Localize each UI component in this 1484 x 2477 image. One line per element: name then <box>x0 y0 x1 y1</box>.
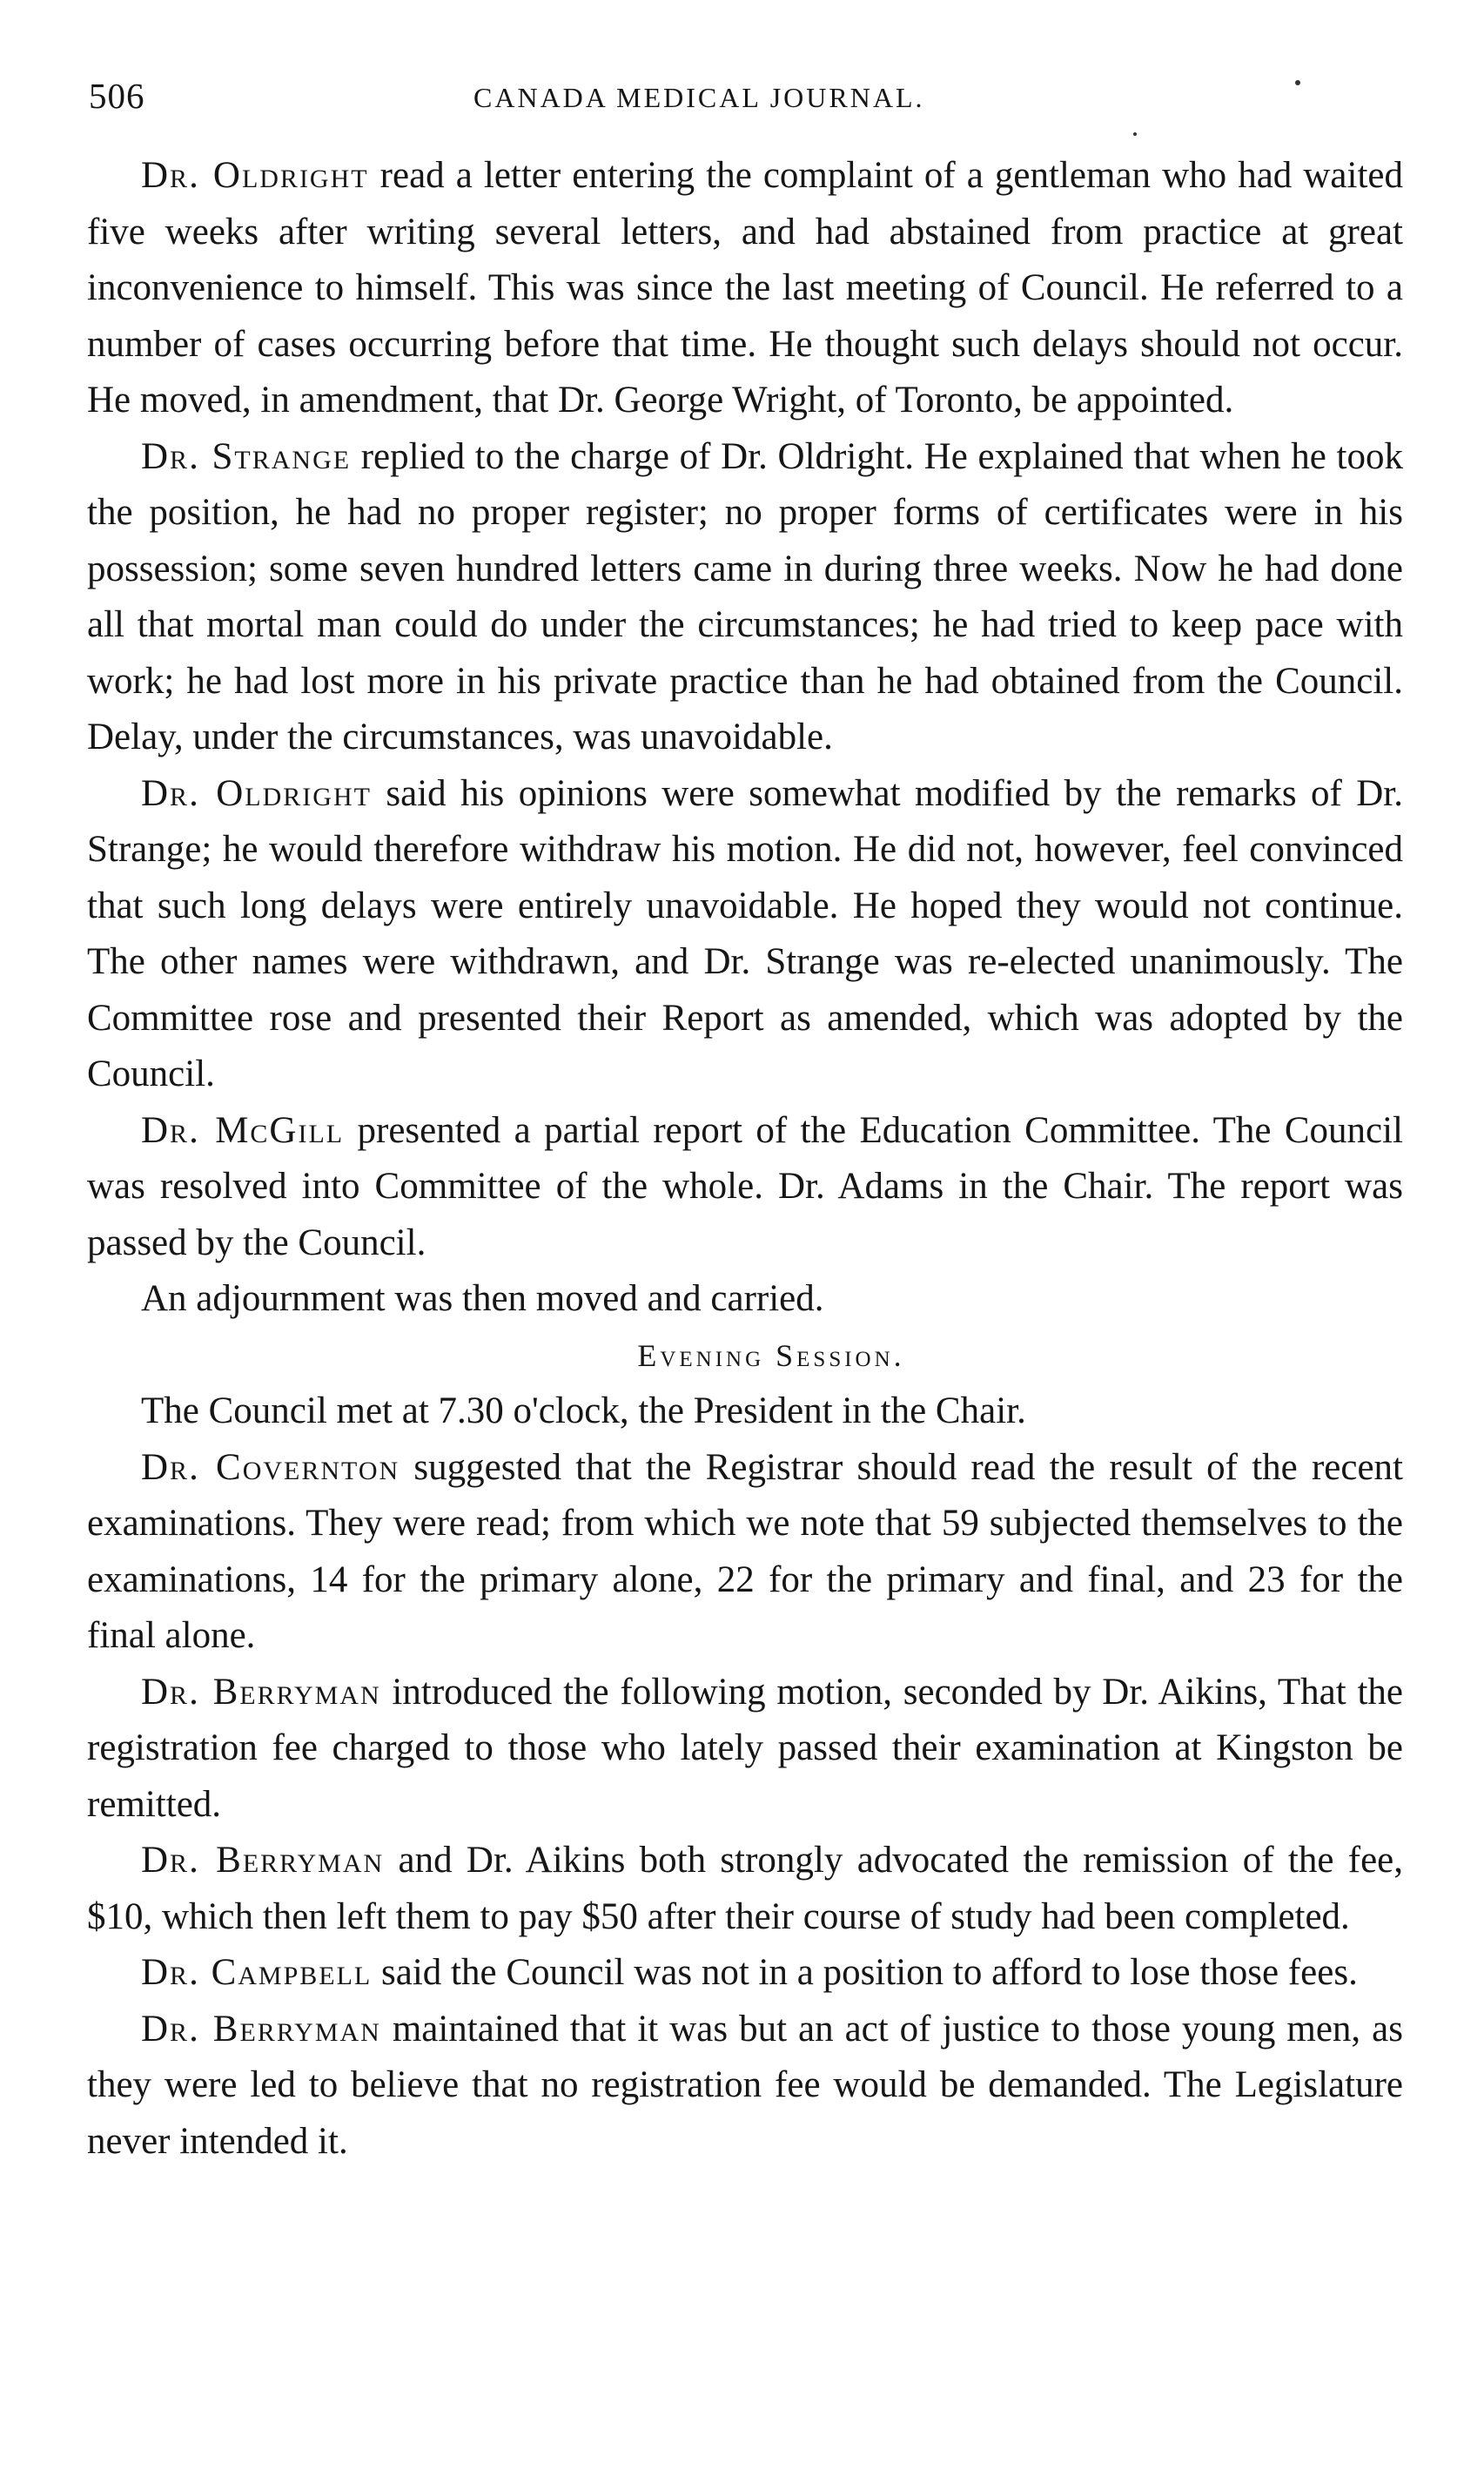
paragraph-text: suggested that the Registrar should read the result of the recent examinations. They were read; from which we note that 59 subjected themselves to the examinations, 14 for the primary alone, 22 for the primary and final, and 23 for the final alone. <box>87 1446 1404 1656</box>
speaker-name: Dr. Berryman <box>141 1840 385 1881</box>
paragraph <box>87 1271 1403 1328</box>
paragraph-text: replied to the charge of Dr. Oldright. He explained that when he took the position, he had no proper register; no proper forms of certificates were in his possession; some seven hundred letters came in during three weeks. Now he had done all that mortal man could do under the circumstances; he had tried to keep pace with work; he had lost more in his private practice than he had obtained from the Council. Delay, under the circumstances, was unavoidable. <box>87 435 1403 757</box>
section-heading: Evening Session. <box>637 1337 905 1373</box>
paragraph <box>87 766 1403 1103</box>
paragraph-text: said his opinions were somewhat modified by the remarks of Dr. Strange; he would therefore withdraw his motion. He did not, however, feel convinced that such long delays were entirely unavoidable. He hoped they would not continue. The other names were withdrawn, and Dr. Strange was re-elected unanimously. The Committee rose and presented their Report as amended, which was adopted by the Council. <box>87 772 1404 1094</box>
paragraph-text: The Council met at 7.30 o'clock, the President in the Chair. <box>141 1390 1026 1431</box>
paragraph-text: maintained that it was but an act of justice to those young men, as they were led to believe that no registration fee would be demanded. The Legislature never intended it. <box>87 2008 1403 2162</box>
speaker-name: Dr. McGill <box>141 1109 345 1151</box>
paragraph <box>87 1440 1403 1665</box>
print-speck <box>1133 132 1137 136</box>
speaker-name: Dr. Oldright <box>141 772 372 814</box>
speaker-name: Dr. Berryman <box>141 1671 381 1713</box>
paragraph <box>87 429 1403 766</box>
page-header <box>89 75 1403 127</box>
article-body <box>87 148 1403 2170</box>
paragraph <box>87 1833 1403 1945</box>
paragraph-text: introduced the following motion, seconded by Dr. Aikins, That the registration fee charged to those who lately passed their examination at Kingston be remitted. <box>87 1671 1403 1825</box>
speaker-name: Dr. Covernton <box>141 1446 400 1488</box>
paragraph <box>87 1383 1403 1440</box>
paragraph-text: and Dr. Aikins both strongly advocated the remission of the fee, $10, which then left them to pay $50 after their course of study had been completed. <box>87 1840 1403 1937</box>
print-speck <box>1295 80 1300 85</box>
paragraph <box>87 148 1403 429</box>
speaker-name: Dr. Strange <box>141 435 352 477</box>
running-head: CANADA MEDICAL JOURNAL. <box>473 82 925 113</box>
paragraph-text: read a letter entering the complaint of a gentleman who had waited five weeks after writing several letters, and had abstained from practice at great inconvenience to himself. This was since the last meeting of Council. He referred to a number of cases occurring before that time. He thought such delays should not occur. He moved, in amendment, that Dr. George Wright, of Toronto, be appointed. <box>87 155 1403 421</box>
paragraph-text: An adjournment was then moved and carried. <box>141 1278 824 1319</box>
speaker-name: Dr. Campbell <box>141 1952 373 1993</box>
paragraph <box>87 2002 1403 2171</box>
paragraph <box>87 1665 1403 1834</box>
paragraph <box>87 1103 1403 1272</box>
paragraph <box>87 1945 1403 2002</box>
speaker-name: Dr. Oldright <box>141 155 369 196</box>
page-number: 506 <box>89 76 145 116</box>
paragraph-text: presented a partial report of the Education Committee. The Council was resolved into Committee of the whole. Dr. Adams in the Chair. The report was passed by the Council. <box>87 1109 1403 1263</box>
speaker-name: Dr. Berryman <box>141 2008 381 2050</box>
paragraph-text: said the Council was not in a position to afford to lose those fees. <box>372 1952 1358 1993</box>
